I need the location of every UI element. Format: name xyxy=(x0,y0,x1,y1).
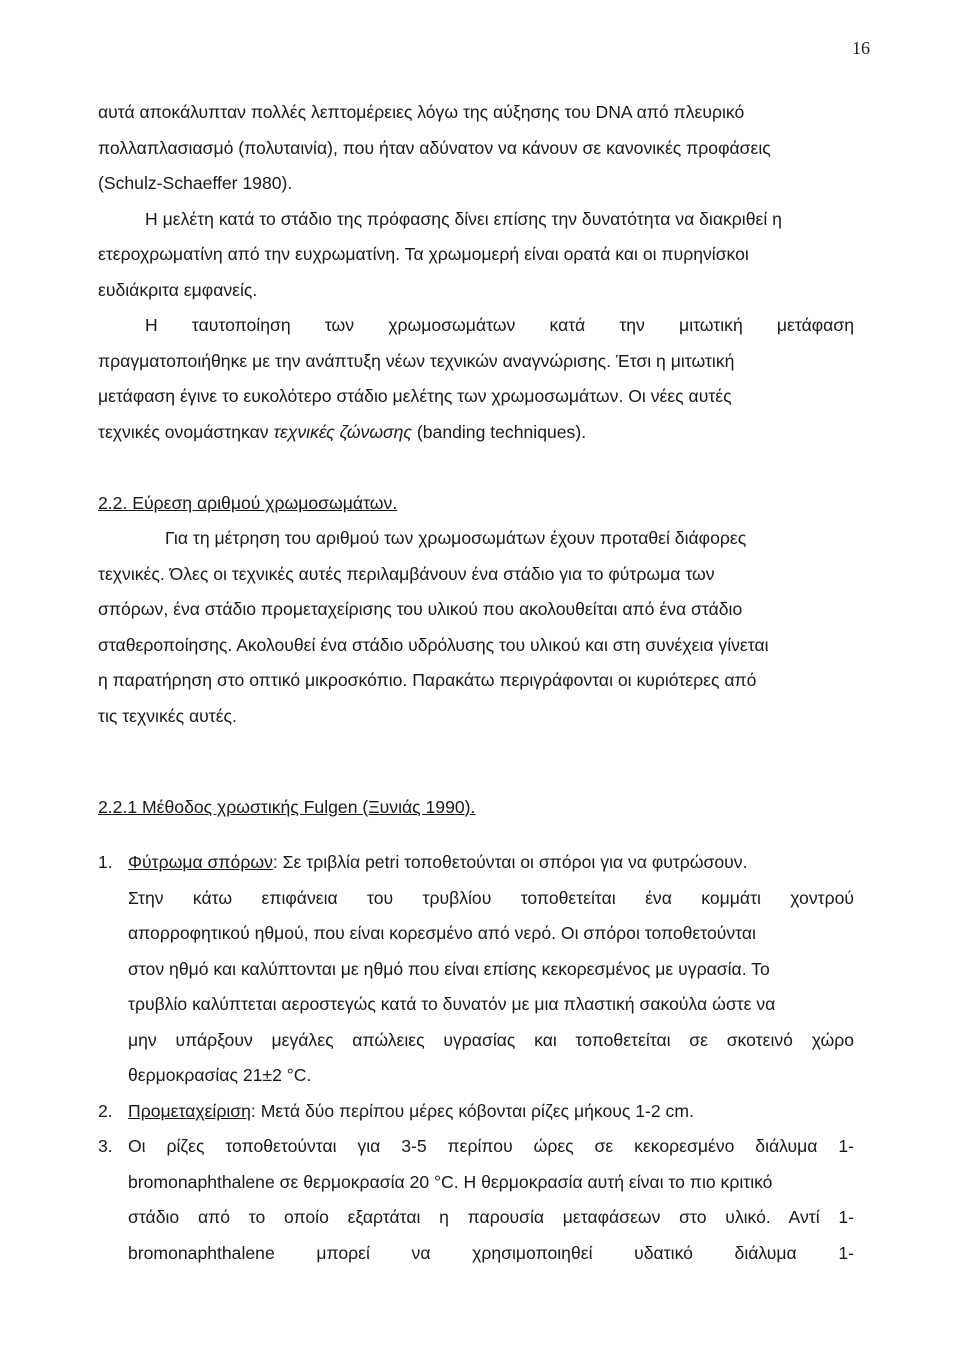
text-span: τεχνικές ονομάστηκαν xyxy=(98,421,274,442)
paragraph-line: Η μελέτη κατά το στάδιο της πρόφασης δίνει επίσης την δυνατότητα να διακριθεί η xyxy=(145,208,782,229)
text-span: Μετά δύο περίπου μέρες κόβονται ρίζες μήκους 1-2 cm. xyxy=(260,1100,694,1121)
paragraph-line: bromonaphthalene σε θερμοκρασία 20 °C. Η θερμοκρασία αυτή είναι το πιο κριτικό xyxy=(128,1171,773,1192)
paragraph-line: ευδιάκριτα εμφανείς. xyxy=(98,279,258,300)
spacer xyxy=(98,450,854,486)
text-span: Σε τριβλία petri τοποθετούνται οι σπόροι για να φυτρώσουν. xyxy=(282,852,748,872)
emphasis-text: τεχνικές ζώνωσης xyxy=(273,421,412,442)
paragraph-line: απορροφητικού ηθμού, που είναι κορεσμένο από νερό. Οι σπόροι τοποθετούνται xyxy=(128,923,756,943)
paragraph-line: τεχνικές. Όλες οι τεχνικές αυτές περιλαμβάνουν ένα στάδιο για το φύτρωμα των xyxy=(98,563,715,584)
spacer xyxy=(98,734,854,770)
paragraph-line xyxy=(98,415,854,451)
paragraph-line: Στην κάτω επιφάνεια του τρυβλίου τοποθετείται ένα κομμάτι χοντρού xyxy=(128,887,854,908)
paragraph-line: στον ηθμό και καλύπτονται με ηθμό που είναι επίσης κεκορεσμένος με υγρασία. Το xyxy=(128,958,770,979)
paragraph-line: Για τη μέτρηση του αριθμού των χρωμοσωμάτων έχουν προταθεί διάφορες xyxy=(165,528,747,548)
paragraph-line: bromonaphthalene μπορεί να χρησιμοποιηθεί υδατικό διάλυμα 1- xyxy=(128,1242,854,1263)
paragraph-line: πολλαπλασιασμό (πολυταινία), που ήταν αδύνατον να κάνουν σε κανονικές προφάσεις xyxy=(98,137,771,158)
spacer xyxy=(98,770,854,790)
text-span: (banding techniques). xyxy=(412,421,587,442)
paragraph-line xyxy=(128,1094,854,1130)
spacer xyxy=(98,825,854,845)
document-body xyxy=(98,95,854,1271)
subsection-heading: 2.2.1 Μέθοδος χρωστικής Fulgen (Ξυνιάς 1990). xyxy=(98,796,476,817)
list-item xyxy=(98,1129,854,1271)
list-item xyxy=(98,845,854,1094)
list-number: 1. xyxy=(98,852,113,872)
paragraph-line: τις τεχνικές αυτές. xyxy=(98,705,237,726)
paragraph-line: πραγματοποιήθηκε με την ανάπτυξη νέων τεχνικών αναγνώρισης. Έτσι η μιτωτική xyxy=(98,350,735,371)
page-number: 16 xyxy=(852,38,870,58)
paragraph-line xyxy=(128,845,854,881)
list-number: 3. xyxy=(98,1136,113,1156)
separator: : xyxy=(250,1100,261,1121)
paragraph-line: η παρατήρηση στο οπτικό μικροσκόπιο. Παρακάτω περιγράφονται οι κυριότερες από xyxy=(98,670,757,690)
paragraph-line: (Schulz-Schaeffer 1980). xyxy=(98,173,293,193)
paragraph-line: μετάφαση έγινε το ευκολότερο στάδιο μελέτης των χρωμοσωμάτων. Οι νέες αυτές xyxy=(98,386,732,406)
paragraph-line: ετεροχρωματίνη από την ευχρωματίνη. Τα χρωμομερή είναι ορατά και οι πυρηνίσκοι xyxy=(98,244,749,264)
list-number: 2. xyxy=(98,1100,113,1121)
paragraph-line: μην υπάρξουν μεγάλες απώλειες υγρασίας και τοποθετείται σε σκοτεινό χώρο xyxy=(128,1029,854,1050)
paragraph-line: τρυβλίο καλύπτεται αεροστεγώς κατά το δυνατόν με μια πλαστική σακούλα ώστε να xyxy=(128,994,776,1014)
paragraph-line: Η ταυτοποίηση των χρωμοσωμάτων κατά την μιτωτική μετάφαση xyxy=(145,315,854,335)
list-item xyxy=(98,1094,854,1130)
step-title: Φύτρωμα σπόρων xyxy=(128,852,273,872)
paragraph-line: σπόρων, ένα στάδιο προμεταχείρισης του υλικού που ακολουθείται από ένα στάδιο xyxy=(98,599,743,619)
section-heading: 2.2. Εύρεση αριθμού χρωμοσωμάτων. xyxy=(98,492,398,513)
step-title: Προμεταχείριση xyxy=(128,1100,251,1121)
paragraph-line: Οι ρίζες τοποθετούνται για 3-5 περίπου ώρες σε κεκορεσμένο διάλυμα 1- xyxy=(128,1136,854,1156)
paragraph-line: αυτά αποκάλυπταν πολλές λεπτομέρειες λόγω της αύξησης του DNA από πλευρικό xyxy=(98,102,745,122)
paragraph-line: σταθεροποίησης. Ακολουθεί ένα στάδιο υδρόλυσης του υλικού και στη συνέχεια γίνεται xyxy=(98,634,769,655)
paragraph-line: στάδιο από το οποίο εξαρτάται η παρουσία μεταφάσεων στο υλικό. Αντί 1- xyxy=(128,1207,854,1227)
paragraph-line: θερμοκρασίας 21±2 °C. xyxy=(128,1065,312,1085)
separator: : xyxy=(272,852,283,872)
